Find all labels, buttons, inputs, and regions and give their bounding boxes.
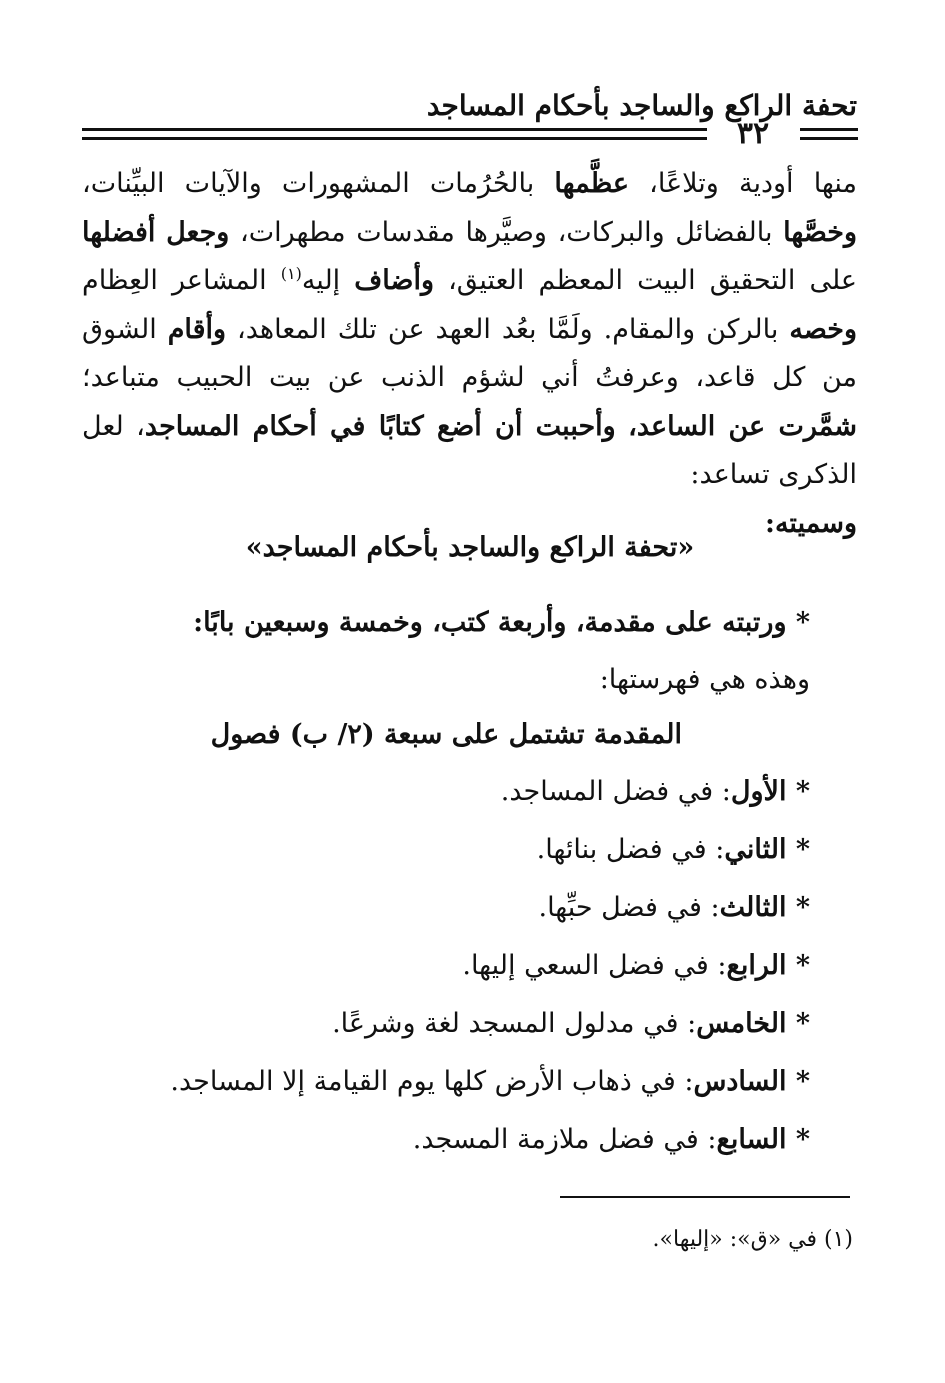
body-emphasis: عظَّمها	[554, 168, 629, 199]
body-emphasis: وجعل	[166, 216, 230, 248]
footnote-marker[interactable]: (١)	[280, 264, 302, 283]
chapter-label: السابع	[716, 1124, 787, 1155]
body-emphasis: وخصَّها	[783, 216, 857, 248]
chapter-separator: :	[678, 1008, 697, 1039]
body-emphasis: وأحببت أن أضع كتابًا في أحكام المساجد	[144, 410, 616, 442]
body-text	[616, 411, 628, 442]
chapter-item	[462, 946, 810, 986]
chapter-separator: :	[713, 776, 731, 807]
chapter-item	[332, 1004, 810, 1044]
chapter-text: في فضل بنائها.	[536, 834, 707, 865]
running-header-title: تحفة الراكع والساجد بأحكام المساجد	[426, 89, 857, 122]
chapter-text: في فضل حبِّها.	[538, 892, 702, 923]
footnote: (١) في «ق»: «إليها».	[652, 1227, 853, 1252]
body-emphasis: وأقام	[167, 313, 227, 345]
body-text: على التحقيق البيت المعظم العتيق،	[433, 265, 858, 296]
chapter-separator: :	[701, 892, 720, 923]
header-double-rule-short	[800, 128, 858, 140]
body-text: بالفضائل والبركات، وصيَّرها مقدسات مطهرات،	[229, 216, 784, 248]
bullet-star: *	[786, 834, 810, 865]
chapter-text: في مدلول المسجد لغة وشرعًا.	[332, 1008, 679, 1039]
body-text: بالركن والمقام. ولَمَّا بعُد العهد عن تلك المعاهد،	[226, 313, 790, 345]
chapter-label: الخامس	[696, 1008, 787, 1039]
chapter-item	[413, 1120, 810, 1160]
bullet-star: *	[786, 776, 810, 807]
bullet-star: *	[786, 1124, 810, 1155]
bullet-star: *	[786, 892, 810, 923]
body-emphasis: وسميته:	[764, 507, 857, 539]
chapter-item	[501, 772, 810, 812]
body-emphasis: وأضاف	[354, 265, 434, 296]
chapter-label: السادس	[693, 1066, 787, 1097]
chapter-text: في ذهاب الأرض كلها يوم القيامة إلا المساجد.	[170, 1066, 676, 1097]
body-emphasis: شمَّرت عن الساعد،	[628, 410, 857, 442]
chapter-separator: :	[708, 950, 727, 981]
page-number: ٣٢	[736, 116, 770, 151]
chapter-text: في فضل المساجد.	[500, 776, 714, 807]
footnote-divider	[560, 1196, 850, 1198]
body-text: ، لعل الذكرى تساعد:	[82, 410, 857, 490]
chapter-text: في فضل السعي إليها.	[462, 950, 709, 981]
body-text	[155, 217, 166, 248]
chapter-label: الثاني	[724, 834, 787, 865]
bullet-star: *	[786, 1066, 810, 1097]
header-double-rule-long	[82, 128, 707, 140]
chapter-item	[170, 1062, 810, 1102]
arrangement-line: * ورتبته على مقدمة، وأربعة كتب، وخمسة وسبعين بابًا:	[193, 607, 810, 638]
body-text: الشوق من كل قاعد، وعرفتُ أني لشؤم الذنب عن بيت الحبيب متباعد؛	[82, 313, 857, 393]
body-text: إليه	[301, 265, 355, 296]
chapter-item	[537, 830, 810, 870]
chapter-text: في فضل ملازمة المسجد.	[412, 1124, 699, 1155]
book-title: «تحفة الراكع والساجد بأحكام المساجد»	[245, 532, 695, 563]
chapter-separator: :	[706, 834, 725, 865]
chapter-label: الأول	[730, 776, 787, 807]
body-text: المشاعر العِظام	[82, 265, 281, 296]
bullet-star: *	[786, 950, 810, 981]
chapter-item	[539, 888, 811, 928]
introduction-heading: المقدمة تشتمل على سبعة (٢/ ب) فصول	[210, 719, 682, 750]
body-emphasis: وخصه	[789, 313, 857, 345]
chapter-label: الثالث	[719, 892, 787, 923]
body-text: منها أودية وتلاعًا،	[628, 168, 857, 199]
body-paragraph	[82, 160, 857, 548]
body-text: بالحُرُمات المشهورات والآيات البيِّنات،	[82, 168, 555, 199]
body-emphasis: أفضلها	[82, 216, 156, 248]
index-intro-line: وهذه هي فهرستها:	[599, 664, 810, 695]
chapter-separator: :	[698, 1124, 717, 1155]
chapter-label: الرابع	[726, 950, 787, 981]
chapter-separator: :	[675, 1066, 694, 1097]
bullet-star: *	[786, 1008, 810, 1039]
